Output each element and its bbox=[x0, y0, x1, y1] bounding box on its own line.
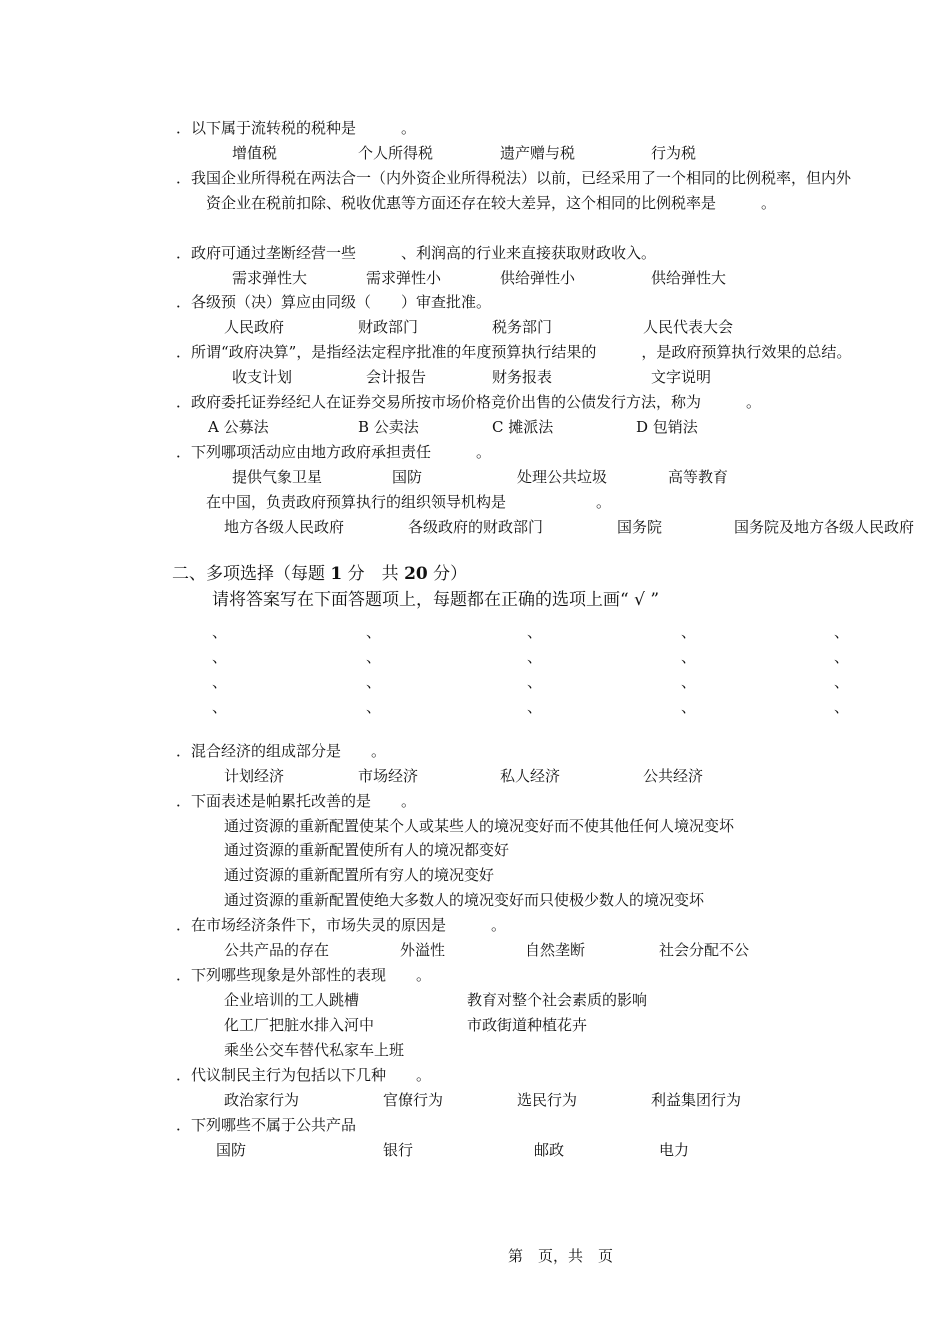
answer-slot: 、 bbox=[834, 673, 850, 691]
total-points: 20 bbox=[404, 564, 428, 584]
option: 通过资源的重新配置使某个人或某些人的境况变好而不使其他任何人境况变坏 bbox=[224, 817, 735, 835]
option: 需求弹性小 bbox=[366, 269, 442, 287]
question-stem: ．在市场经济条件下，市场失灵的原因是 。 bbox=[176, 916, 507, 934]
option: 企业培训的工人跳槽 bbox=[224, 991, 360, 1009]
option: 社会分配不公 bbox=[659, 941, 750, 959]
answer-slot: 、 bbox=[527, 623, 543, 641]
option: 私人经济 bbox=[500, 767, 561, 785]
answer-slot: 、 bbox=[681, 673, 697, 691]
question-stem-continued: 资企业在税前扣除、税收优惠等方面还存在较大差异，这个相同的比例税率是 。 bbox=[206, 194, 777, 212]
answer-slot: 、 bbox=[527, 673, 543, 691]
question-stem: ．政府委托证券经纪人在证券交易所按市场价格竞价出售的公债发行方法，称为 。 bbox=[176, 393, 762, 411]
option: 邮政 bbox=[534, 1141, 565, 1159]
answer-slot: 、 bbox=[834, 648, 850, 666]
option: 乘坐公交车替代私家车上班 bbox=[224, 1041, 405, 1059]
question-stem: ．下列哪些现象是外部性的表现 。 bbox=[176, 966, 432, 984]
option: 外溢性 bbox=[400, 941, 446, 959]
option: 收支计划 bbox=[232, 368, 293, 386]
option: 市场经济 bbox=[358, 767, 419, 785]
option: 处理公共垃圾 bbox=[517, 468, 608, 486]
answer-slot: 、 bbox=[212, 648, 228, 666]
option: 人民代表大会 bbox=[643, 318, 734, 336]
answer-slot: 、 bbox=[212, 698, 228, 716]
question-stem: 在中国，负责政府预算执行的组织领导机构是 。 bbox=[206, 493, 612, 511]
option: 各级政府的财政部门 bbox=[408, 518, 544, 536]
option: 银行 bbox=[383, 1141, 414, 1159]
question-stem: ．下面表述是帕累托改善的是 。 bbox=[176, 792, 417, 810]
option: C 摊派法 bbox=[492, 418, 554, 436]
option: 化工厂把脏水排入河中 bbox=[224, 1016, 375, 1034]
option: 国防 bbox=[392, 468, 423, 486]
question-stem: ．代议制民主行为包括以下几种 。 bbox=[176, 1066, 432, 1084]
option: 计划经济 bbox=[224, 767, 285, 785]
option: 公共产品的存在 bbox=[224, 941, 330, 959]
question-stem: ．我国企业所得税在两法合一（内外资企业所得税法）以前，已经采用了一个相同的比例税率，但内外 bbox=[176, 169, 852, 187]
option: 个人所得税 bbox=[358, 144, 434, 162]
option: 税务部门 bbox=[492, 318, 553, 336]
option: B 公卖法 bbox=[358, 418, 419, 436]
option: D 包销法 bbox=[636, 418, 698, 436]
section-heading-text: 分） bbox=[427, 564, 468, 584]
section-instruction: 请将答案写在下面答题项上，每题都在正确的选项上画“ √ ” bbox=[212, 590, 660, 610]
answer-slot: 、 bbox=[681, 648, 697, 666]
answer-slot: 、 bbox=[527, 698, 543, 716]
question-stem: ．以下属于流转税的税种是 。 bbox=[176, 119, 417, 137]
question-stem: ．所谓“政府决算”，是指经法定程序批准的年度预算执行结果的 ，是政府预算执行效果的总结。 bbox=[176, 343, 852, 361]
page-footer: 第 页，共 页 bbox=[508, 1247, 614, 1265]
answer-slot: 、 bbox=[834, 623, 850, 641]
answer-slot: 、 bbox=[366, 698, 382, 716]
option: 通过资源的重新配置使所有人的境况都变好 bbox=[224, 841, 510, 859]
option: 公共经济 bbox=[643, 767, 704, 785]
answer-slot: 、 bbox=[366, 623, 382, 641]
option: 选民行为 bbox=[517, 1091, 578, 1109]
question-stem: ．下列哪项活动应由地方政府承担责任 。 bbox=[176, 443, 492, 461]
option: 官僚行为 bbox=[383, 1091, 444, 1109]
answer-slot: 、 bbox=[212, 623, 228, 641]
option: 地方各级人民政府 bbox=[224, 518, 345, 536]
option: 国防 bbox=[216, 1141, 247, 1159]
question-stem: ．各级预（决）算应由同级（ ）审查批准。 bbox=[176, 293, 492, 311]
option: 电力 bbox=[659, 1141, 690, 1159]
section-heading-text: 二、多项选择（每题 bbox=[172, 564, 331, 584]
option: 文字说明 bbox=[651, 368, 712, 386]
option: 提供气象卫星 bbox=[232, 468, 323, 486]
option: A 公募法 bbox=[208, 418, 269, 436]
answer-slot: 、 bbox=[681, 623, 697, 641]
option: 会计报告 bbox=[366, 368, 427, 386]
option: 财政部门 bbox=[358, 318, 419, 336]
option: 市政街道种植花卉 bbox=[467, 1016, 588, 1034]
option: 供给弹性小 bbox=[500, 269, 576, 287]
option: 遗产赠与税 bbox=[500, 144, 576, 162]
answer-slot: 、 bbox=[834, 698, 850, 716]
option: 财务报表 bbox=[492, 368, 553, 386]
option: 政治家行为 bbox=[224, 1091, 300, 1109]
option: 需求弹性大 bbox=[232, 269, 308, 287]
question-stem: ．混合经济的组成部分是 。 bbox=[176, 742, 387, 760]
answer-slot: 、 bbox=[681, 698, 697, 716]
option: 国务院 bbox=[617, 518, 663, 536]
answer-slot: 、 bbox=[366, 673, 382, 691]
option: 教育对整个社会素质的影响 bbox=[467, 991, 648, 1009]
option: 利益集团行为 bbox=[651, 1091, 742, 1109]
answer-slot: 、 bbox=[366, 648, 382, 666]
option: 国务院及地方各级人民政府 bbox=[734, 518, 915, 536]
option: 人民政府 bbox=[224, 318, 285, 336]
question-stem: ．政府可通过垄断经营一些 、利润高的行业来直接获取财政收入。 bbox=[176, 244, 657, 262]
answer-slot: 、 bbox=[212, 673, 228, 691]
section-heading-text: 分 共 bbox=[342, 564, 405, 584]
option: 通过资源的重新配置所有穷人的境况变好 bbox=[224, 866, 495, 884]
option: 通过资源的重新配置使绝大多数人的境况变好而只使极少数人的境况变坏 bbox=[224, 891, 705, 909]
option: 自然垄断 bbox=[525, 941, 586, 959]
answer-slot: 、 bbox=[527, 648, 543, 666]
section-heading bbox=[172, 564, 467, 584]
points-per-question: 1 bbox=[330, 564, 343, 584]
option: 供给弹性大 bbox=[651, 269, 727, 287]
question-stem: ．下列哪些不属于公共产品 bbox=[176, 1116, 357, 1134]
option: 高等教育 bbox=[668, 468, 729, 486]
option: 增值税 bbox=[232, 144, 278, 162]
option: 行为税 bbox=[651, 144, 697, 162]
